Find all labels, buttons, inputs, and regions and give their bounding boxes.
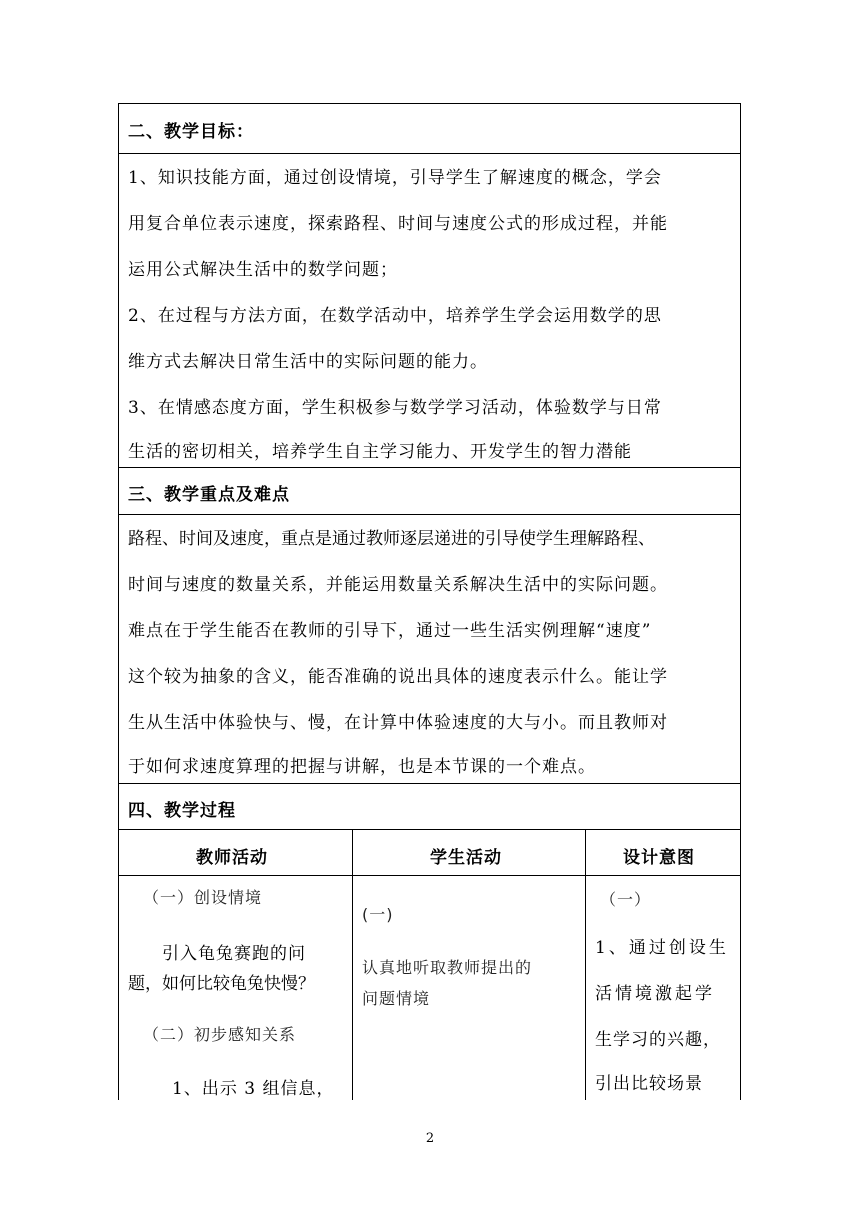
teacher-activity-line: 1、出示 3 组信息， (172, 1079, 335, 1099)
column-header-design: 设计意图 (623, 848, 695, 868)
objectives-line: 运用公式解决生活中的数学问题； (128, 260, 398, 280)
design-intent-line: 活情境激起学 (595, 984, 715, 1004)
objectives-line: 2、在过程与方法方面，在数学活动中，培养学生学会运用数学的思 (128, 306, 662, 326)
teacher-activity-line: （一）创设情境 (143, 888, 263, 907)
design-intent-line: 1、通过创设生 (595, 938, 729, 958)
objectives-line: 1、知识技能方面，通过创设情境，引导学生了解速度的概念，学会 (128, 168, 662, 188)
row-divider (118, 829, 741, 830)
section-title-process: 四、教学过程 (128, 801, 236, 821)
row-divider (118, 875, 741, 876)
teacher-activity-line: （二）初步感知关系 (143, 1025, 297, 1044)
design-intent-line: 引出比较场景 (595, 1074, 703, 1094)
key-points-line: 这个较为抽象的含义，能否准确的说出具体的速度表示什么。能让学 (128, 667, 668, 687)
row-divider (118, 153, 741, 154)
key-points-line: 时间与速度的数量关系，并能运用数量关系解决生活中的实际问题。 (128, 575, 668, 595)
key-points-line: 路程、时间及速度，重点是通过教师逐层递进的引导使学生理解路程、 (128, 529, 655, 549)
section-title-key-points: 三、教学重点及难点 (128, 485, 290, 505)
teacher-activity-line: 引入龟兔赛跑的问 (162, 944, 306, 964)
column-header-student: 学生活动 (430, 848, 502, 868)
objectives-line: 维方式去解决日常生活中的实际问题的能力。 (128, 352, 488, 372)
section-title-objectives: 二、教学目标： (128, 122, 254, 142)
key-points-line: 难点在于学生能否在教师的引导下，通过一些生活实例理解“速度” (128, 621, 652, 641)
column-header-teacher: 教师活动 (196, 848, 268, 868)
row-divider (118, 467, 741, 468)
teacher-activity-line: 题，如何比较龟兔快慢？ (128, 974, 315, 994)
design-intent-line: 生学习的兴趣， (595, 1030, 721, 1050)
objectives-line: 用复合单位表示速度，探索路程、时间与速度公式的形成过程，并能 (128, 214, 668, 234)
key-points-line: 生从生活中体验快与、慢，在计算中体验速度的大与小。而且教师对 (128, 713, 668, 733)
row-divider (118, 783, 741, 784)
column-divider (585, 829, 586, 1100)
page-number: 2 (425, 1131, 435, 1146)
row-divider (118, 514, 741, 515)
key-points-line: 于如何求速度算理的把握与讲解，也是本节课的一个难点。 (128, 757, 596, 777)
objectives-line: 生活的密切相关，培养学生自主学习能力、开发学生的智力潜能 (128, 442, 632, 462)
student-activity-line: (一) (362, 905, 394, 924)
student-activity-line: 认真地听取教师提出的 (362, 958, 533, 977)
design-intent-line: （一） (600, 890, 652, 909)
column-divider (352, 829, 353, 1100)
student-activity-line: 问题情境 (362, 989, 431, 1008)
objectives-line: 3、在情感态度方面，学生积极参与数学学习活动，体验数学与日常 (128, 398, 662, 418)
